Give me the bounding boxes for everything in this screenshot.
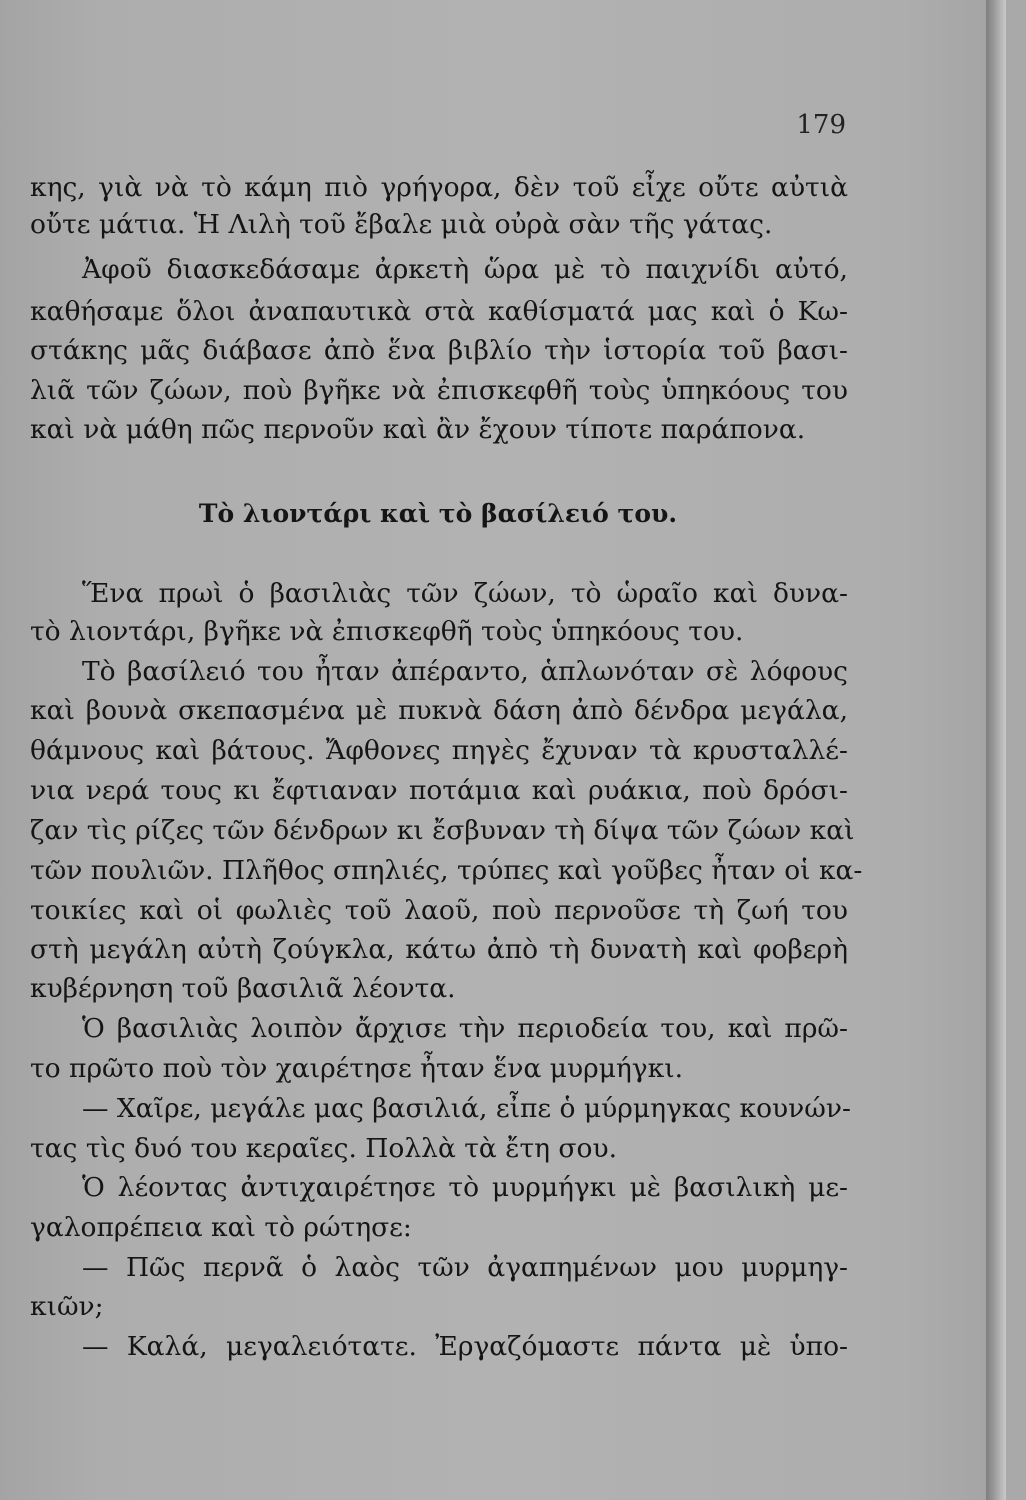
text-line: — Χαῖρε, μεγάλε μας βασιλιά, εἶπε ὁ μύρμηγκας κουνών- [82,1093,851,1124]
text-line: καὶ βουνὰ σκεπασμένα μὲ πυκνὰ δάση ἀπὸ δένδρα μεγάλα, [30,695,848,726]
text-line: καὶ νὰ μάθη πῶς περνοῦν καὶ ἂν ἔχουν τίποτε παράπονα. [30,414,806,445]
text-line: Ἀφοῦ διασκεδάσαμε ἀρκετὴ ὥρα μὲ τὸ παιχνίδι αὐτό, [82,254,848,285]
section-heading: Τὸ λιοντάρι καὶ τὸ βασίλειό του. [198,499,678,528]
text-line: τοικίες καὶ οἱ φωλιὲς τοῦ λαοῦ, ποὺ περνοῦσε τὴ ζωή του [30,895,848,926]
text-line: καθήσαμε ὅλοι ἀναπαυτικὰ στὰ καθίσματά μας καὶ ὁ Κω- [30,296,848,327]
text-line: στὴ μεγάλη αὐτὴ ζούγκλα, κάτω ἀπὸ τὴ δυνατὴ καὶ φοβερὴ [30,934,848,965]
text-line: — Καλά, μεγαλειότατε. Ἐργαζόμαστε πάντα μὲ ὑπο- [82,1331,848,1362]
text-line: θάμνους καὶ βάτους. Ἄφθονες πηγὲς ἔχυναν τὰ κρυσταλλέ- [30,735,848,766]
text-line: κης, γιὰ νὰ τὸ κάμη πιὸ γρήγορα, δὲν τοῦ εἶχε οὔτε αὐτιὰ [30,172,848,203]
text-line: οὔτε μάτια. Ἡ Λιλὴ τοῦ ἔβαλε μιὰ οὐρὰ σὰν τῆς γάτας. [30,209,773,240]
text-line: τας τὶς δυό του κεραῖες. Πολλὰ τὰ ἔτη σου. [30,1133,618,1164]
page-number: 179 [796,110,846,140]
text-line: τῶν πουλιῶν. Πλῆθος σπηλιές, τρύπες καὶ γοῦβες ἦταν οἱ κα- [30,855,863,886]
text-line: κυβέρνηση τοῦ βασιλιᾶ λέοντα. [30,973,456,1004]
text-line: — Πῶς περνᾶ ὁ λαὸς τῶν ἀγαπημένων μου μυρμηγ- [82,1252,848,1283]
text-line: λιᾶ τῶν ζώων, ποὺ βγῆκε νὰ ἐπισκεφθῆ τοὺς ὑπηκόους του [30,375,848,406]
text-line: το πρῶτο ποὺ τὸν χαιρέτησε ἦταν ἕνα μυρμήγκι. [30,1053,684,1084]
text-line: ζαν τὶς ρίζες τῶν δένδρων κι ἔσβυναν τὴ δίψα τῶν ζώων καὶ [30,815,855,846]
text-line: Ἕνα πρωὶ ὁ βασιλιὰς τῶν ζώων, τὸ ὡραῖο καὶ δυνα- [82,578,848,609]
text-line: νια νερά τους κι ἔφτιαναν ποτάμια καὶ ρυάκια, ποὺ δρόσι- [30,775,848,806]
text-line: γαλοπρέπεια καὶ τὸ ρώτησε: [30,1212,412,1243]
text-line: Ὁ λέοντας ἀντιχαιρέτησε τὸ μυρμήγκι μὲ βασιλικὴ με- [82,1172,848,1203]
text-line: τὸ λιοντάρι, βγῆκε νὰ ἐπισκεφθῆ τοὺς ὑπηκόους του. [30,616,744,647]
text-line: Τὸ βασίλειό του ἦταν ἀπέραντο, ἁπλωνόταν σὲ λόφους [82,656,848,687]
text-line: στάκης μᾶς διάβασε ἀπὸ ἕνα βιβλίο τὴν ἱστορία τοῦ βασι- [30,335,848,366]
text-line: Ὁ βασιλιὰς λοιπὸν ἄρχισε τὴν περιοδεία του, καὶ πρῶ- [82,1013,848,1044]
text-line: κιῶν; [30,1291,104,1322]
page-edge-shadow [986,0,1006,1500]
